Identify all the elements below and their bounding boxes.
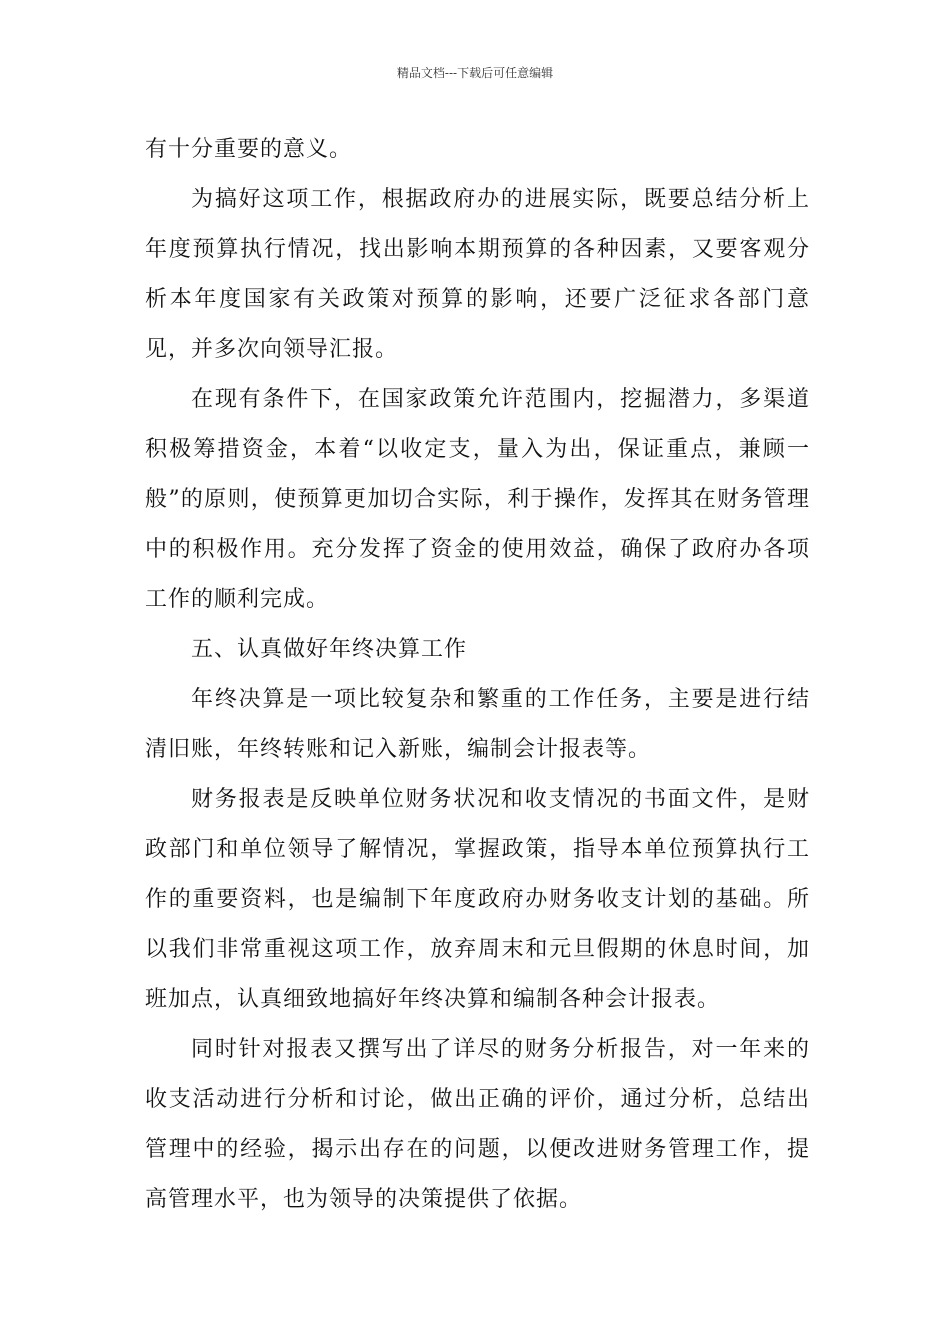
document-body: [145, 125, 810, 1225]
paragraph-continuation: 有十分重要的意义。: [145, 137, 353, 162]
paragraph-financial-statements: 财务报表是反映单位财务状况和收支情况的书面文件，是财政部门和单位领导了解情况，掌握政策，指导本单位预算执行工作的重要资料，也是编制下年度政府办财务收支计划的基础。所以我们非常重视这项工作，放弃周末和元旦假期的休息时间，加班加点，认真细致地搞好年终决算和编制各种会计报表。: [145, 787, 810, 1012]
paragraph-budget-preparation: 为搞好这项工作，根据政府办的进展实际，既要总结分析上年度预算执行情况，找出影响本期预算的各种因素，又要客观分析本年度国家有关政策对预算的影响，还要广泛征求各部门意见，并多次向领导汇报。: [145, 187, 810, 362]
section-heading-final-accounts: 五、认真做好年终决算工作: [191, 637, 468, 662]
paragraph-final-accounts: 年终决算是一项比较复杂和繁重的工作任务，主要是进行结清旧账，年终转账和记入新账，编制会计报表等。: [145, 687, 810, 762]
page-header: 精品文档---下载后可任意编辑: [396, 66, 554, 80]
paragraph-financial-analysis: 同时针对报表又撰写出了详尽的财务分析报告，对一年来的收支活动进行分析和讨论，做出正确的评价，通过分析，总结出管理中的经验，揭示出存在的问题，以便改进财务管理工作，提高管理水平，也为领导的决策提供了依据。: [145, 1037, 810, 1212]
paragraph-budget-principles: 在现有条件下，在国家政策允许范围内，挖掘潜力，多渠道积极筹措资金，本着“以收定支，量入为出，保证重点，兼顾一般”的原则，使预算更加切合实际，利于操作，发挥其在财务管理中的积极作用。充分发挥了资金的使用效益，确保了政府办各项工作的顺利完成。: [145, 387, 810, 612]
